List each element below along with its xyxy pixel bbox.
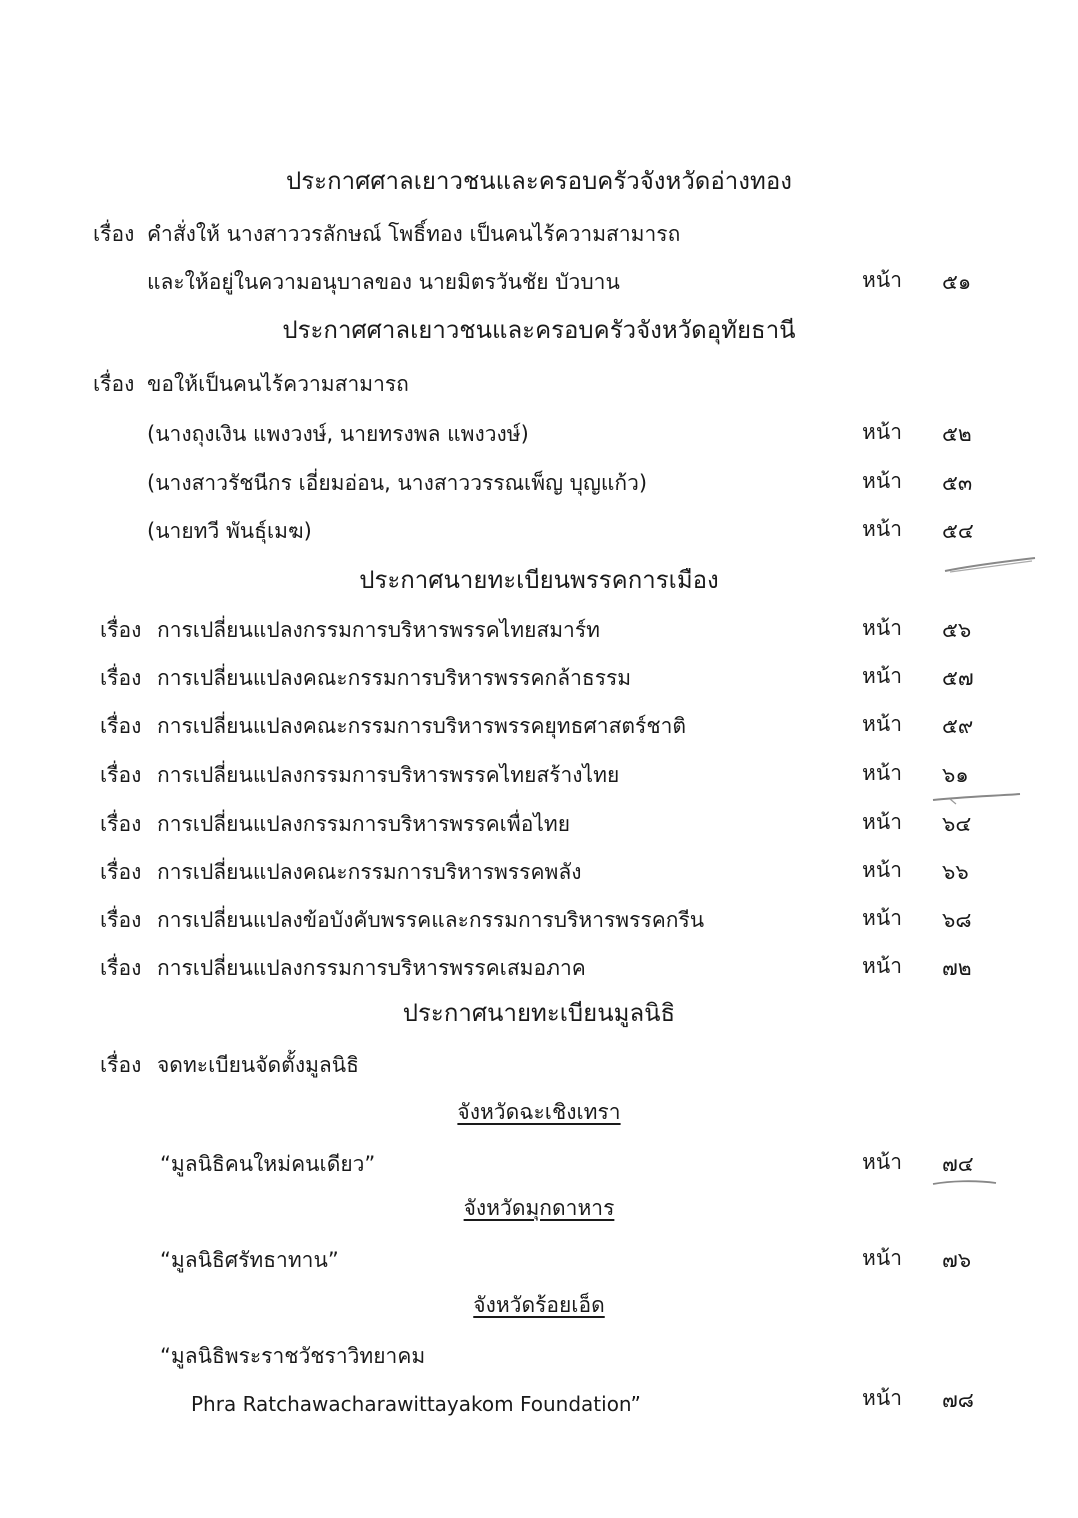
page-number: ๗๒ <box>942 956 972 980</box>
province-heading: จังหวัดมุกดาหาร <box>463 1196 615 1220</box>
section-heading-party: ประกาศนายทะเบียนพรรคการเมือง <box>359 566 719 594</box>
page-label: หน้า <box>862 469 902 493</box>
page-number: ๕๔ <box>942 519 974 543</box>
subject-text: จดทะเบียนจัดตั้งมูลนิธิ <box>157 1053 359 1077</box>
page-label: หน้า <box>862 906 902 930</box>
foundation-name: “มูลนิธิศรัทธาทาน” <box>160 1248 339 1272</box>
page-number: ๕๒ <box>942 422 972 446</box>
page-number: ๗๘ <box>942 1388 974 1412</box>
subject-label: เรื่อง <box>93 222 135 246</box>
section-heading-angthong: ประกาศศาลเยาวชนและครอบครัวจังหวัดอ่างทอง <box>286 167 792 195</box>
subject-label: เรื่อง <box>100 763 142 787</box>
page-number: ๗๔ <box>942 1152 974 1176</box>
subject-label: เรื่อง <box>93 372 135 396</box>
list-item-text: การเปลี่ยนแปลงคณะกรรมการบริหารพรรคยุทธศาสตร์ชาติ <box>157 714 686 738</box>
subject-label: เรื่อง <box>100 714 142 738</box>
page-label: หน้า <box>862 517 902 541</box>
province-heading: จังหวัดฉะเชิงเทรา <box>457 1100 621 1124</box>
page-label: หน้า <box>862 810 902 834</box>
list-item-text: (นางถุงเงิน แพงวงษ์, นายทรงพล แพงวงษ์) <box>147 422 529 446</box>
page-label: หน้า <box>862 616 902 640</box>
handwritten-mark <box>930 1176 1000 1190</box>
page-label: หน้า <box>862 761 902 785</box>
list-item-text: (นางสาวรัชนีกร เอี่ยมอ่อน, นางสาววรรณเพ็ญ บุญแก้ว) <box>147 471 648 495</box>
page-label: หน้า <box>862 268 902 292</box>
page-number: ๖๑ <box>942 763 969 787</box>
list-item-text: การเปลี่ยนแปลงคณะกรรมการบริหารพรรคกล้าธรรม <box>157 666 632 690</box>
subject-label: เรื่อง <box>100 812 142 836</box>
page-label: หน้า <box>862 954 902 978</box>
list-item-text: การเปลี่ยนแปลงข้อบังคับพรรคและกรรมการบริหารพรรคกรีน <box>157 908 705 932</box>
page-label: หน้า <box>862 664 902 688</box>
subject-label: เรื่อง <box>100 908 142 932</box>
page-number: ๕๖ <box>942 618 972 642</box>
section-heading-foundation: ประกาศนายทะเบียนมูลนิธิ <box>402 999 676 1027</box>
page-number: ๕๓ <box>942 471 973 495</box>
page-label: หน้า <box>862 1246 902 1270</box>
province-heading: จังหวัดร้อยเอ็ด <box>473 1293 605 1317</box>
list-item-text: การเปลี่ยนแปลงกรรมการบริหารพรรคไทยสมาร์ท <box>157 618 600 642</box>
page-number: ๖๔ <box>942 812 972 836</box>
page-number: ๖๘ <box>942 908 972 932</box>
page-number: ๖๖ <box>942 860 969 884</box>
list-item-text: การเปลี่ยนแปลงกรรมการบริหารพรรคเสมอภาค <box>157 956 586 980</box>
subject-text-line2: และให้อยู่ในความอนุบาลของ นายมิตรวันชัย บัวบาน <box>147 270 620 294</box>
subject-label: เรื่อง <box>100 956 142 980</box>
subject-label: เรื่อง <box>100 618 142 642</box>
page-label: หน้า <box>862 712 902 736</box>
foundation-name: “มูลนิธิพระราชวัชราวิทยาคม <box>160 1344 426 1368</box>
list-item-text: การเปลี่ยนแปลงกรรมการบริหารพรรคเพื่อไทย <box>157 812 571 836</box>
page-number: ๕๑ <box>942 270 972 294</box>
foundation-name: “มูลนิธิคนใหม่คนเดียว” <box>160 1152 376 1176</box>
page-label: หน้า <box>862 420 902 444</box>
list-item-text: (นายทวี พันธุ์เมฆ) <box>147 519 312 543</box>
page-number: ๕๙ <box>942 714 974 738</box>
handwritten-mark <box>930 790 1025 810</box>
section-heading-uthai: ประกาศศาลเยาวชนและครอบครัวจังหวัดอุทัยธานี <box>282 316 796 344</box>
page-number: ๕๗ <box>942 666 974 690</box>
subject-label: เรื่อง <box>100 666 142 690</box>
page-label: หน้า <box>862 858 902 882</box>
page-number: ๗๖ <box>942 1248 972 1272</box>
subject-text: คำสั่งให้ นางสาววรลักษณ์ โพธิ์ทอง เป็นคนไร้ความสามารถ <box>147 222 681 246</box>
subject-label: เรื่อง <box>100 860 142 884</box>
list-item-text: การเปลี่ยนแปลงคณะกรรมการบริหารพรรคพลัง <box>157 860 582 884</box>
foundation-name-english: Phra Ratchawacharawittayakom Foundation” <box>191 1392 641 1416</box>
page-label: หน้า <box>862 1386 902 1410</box>
list-item-text: การเปลี่ยนแปลงกรรมการบริหารพรรคไทยสร้างไทย <box>157 763 620 787</box>
subject-label: เรื่อง <box>100 1053 142 1077</box>
page-label: หน้า <box>862 1150 902 1174</box>
subject-text: ขอให้เป็นคนไร้ความสามารถ <box>147 372 409 396</box>
